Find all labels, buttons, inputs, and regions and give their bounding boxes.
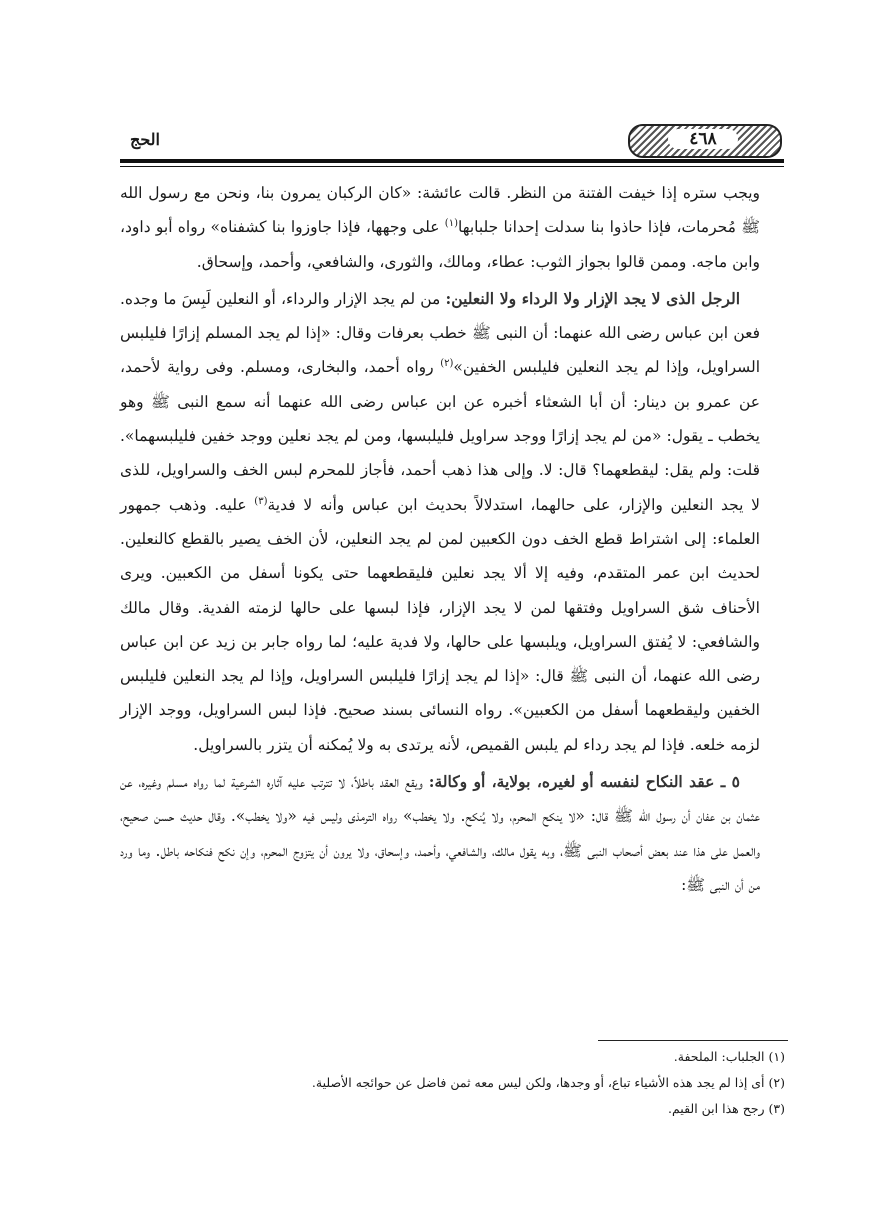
header-rule-thin bbox=[120, 166, 784, 167]
main-text bbox=[120, 176, 760, 905]
page-number: ٤٦٨ bbox=[668, 129, 738, 149]
paragraph: ٥ ـ عقد النكاح لنفسه أو لغيره، بولاية، أو وكالة: ويقع العقد باطلاً، لا تترتب عليه آثاره الشرعية لما رواه مسلم وغيره، عن عثمان بن عفان أن رسول الله ﷺ قال: «لا ينكح المحرم، ولا يُنكح. ولا يخطب» رواه الترمذى وليس فيه «ولا يخطب». وقال حديث حسن صحيح، والعمل على هذا عند بعض أصحاب النبى ﷺ، وبه يقول مالك، والشافعي، وأحمد، وإسحاق، ولا يرون أن يتزوج المحرم، وإن نكح فنكاحه باطل. وما ورد من أن النبى ﷺ: bbox=[120, 772, 760, 894]
footnote: (٢) أى إذا لم يجد هذه الأشياء تباع، أو وجدها، ولكن ليس معه ثمن فاضل عن حوائجه الأصلية. bbox=[311, 1075, 785, 1090]
footnote: (١) الجلباب: الملحفة. bbox=[673, 1049, 785, 1064]
paragraph: ويجب ستره إذا خيفت الفتنة من النظر. قالت عائشة: «كان الركبان يمرون بنا، ونحن مع رسول الله ﷺ مُحرمات، فإذا حاذوا بنا سدلت إحدانا جلبابها$^{(١)}$ على وجهها، فإذا جاوزوا بنا كشفناه» رواه أبو داود، وابن ماجه. وممن قالوا بجواز الثوب: عطاء، ومالك، والثورى، والشافعي، وأحمد، وإسحاق. bbox=[120, 184, 760, 271]
page-number-ornament bbox=[628, 124, 782, 158]
footnote-ref: (٣) bbox=[254, 495, 268, 507]
footnote-ref: (٢) bbox=[440, 358, 454, 370]
footnote-ref: (١) bbox=[444, 218, 458, 230]
footnote-separator bbox=[598, 1040, 788, 1041]
section-heading: الرجل الذى لا يجد الإزار ولا الرداء ولا النعلين: bbox=[445, 288, 741, 308]
footnote: (٣) رجح هذا ابن القيم. bbox=[668, 1101, 785, 1116]
footnotes bbox=[180, 1044, 785, 1122]
header-rule-thick bbox=[120, 159, 784, 163]
paragraph: الرجل الذى لا يجد الإزار ولا الرداء ولا النعلين: من لم يجد الإزار والرداء، أو النعلين لَبِسَ ما وجده. فعن ابن عباس رضى الله عنهما: أن النبى ﷺ خطب بعرفات وقال: «إذا لم يجد المسلم إزارًا فليلبس السراويل، وإذا لم يجد النعلين فليلبس الخفين»$^{(٢)}$ رواه أحمد، والبخارى، ومسلم. وفى رواية لأحمد، عن عمرو بن دينار: أن أبا الشعثاء أخبره عن ابن عباس رضى الله عنهما أنه سمع النبى ﷺ وهو يخطب ـ يقول: «من لم يجد إزارًا ووجد سراويل فليلبسها، ومن لم يجد نعلين ووجد خفين فليلبسهما». قلت: ولم يقل: ليقطعهما؟ قال: لا. وإلى هذا ذهب أحمد، فأجاز للمحرم لبس الخف والسراويل، للذى لا يجد النعلين والإزار، على حالهما، استدلالاً بحديث ابن عباس وأنه لا فدية$^{(٣)}$ عليه. وذهب جمهور العلماء: إلى اشتراط قطع الخف دون الكعبين لمن لم يجد النعلين، لأن الخف يصير بالقطع كالنعلين. لحديث ابن عمر المتقدم، وفيه إلا ألا يجد نعلين فليقطعهما حتى يكونا أسفل من الكعبين. ويرى الأحناف شق السراويل وفتقها لمن لا يجد الإزار، فإذا لبسها على حالها لزمته الفدية. وقال مالك والشافعي: لا يُفتق السراويل، ويلبسها على حالها، ولا فدية عليه؛ لما رواه جابر بن زيد عن ابن عباس رضى الله عنهما، أن النبى ﷺ قال: «إذا لم يجد إزارًا فليلبس السراويل، وإذا لم يجد النعلين فليلبس الخفين وليقطعهما أسفل من الكعبين». رواه النسائى بسند صحيح. فإذا لبس السراويل، ووجد الإزار لزمه خلعه. فإذا لم يجد رداء لم يلبس القميص، لأنه يرتدى به ولا يُمكنه أن يتزر بالسراويل. bbox=[120, 288, 760, 754]
page-header bbox=[112, 118, 792, 170]
running-title: الحج bbox=[130, 130, 160, 149]
section-heading: ٥ ـ عقد النكاح لنفسه أو لغيره، بولاية، أو وكالة: bbox=[428, 772, 740, 792]
